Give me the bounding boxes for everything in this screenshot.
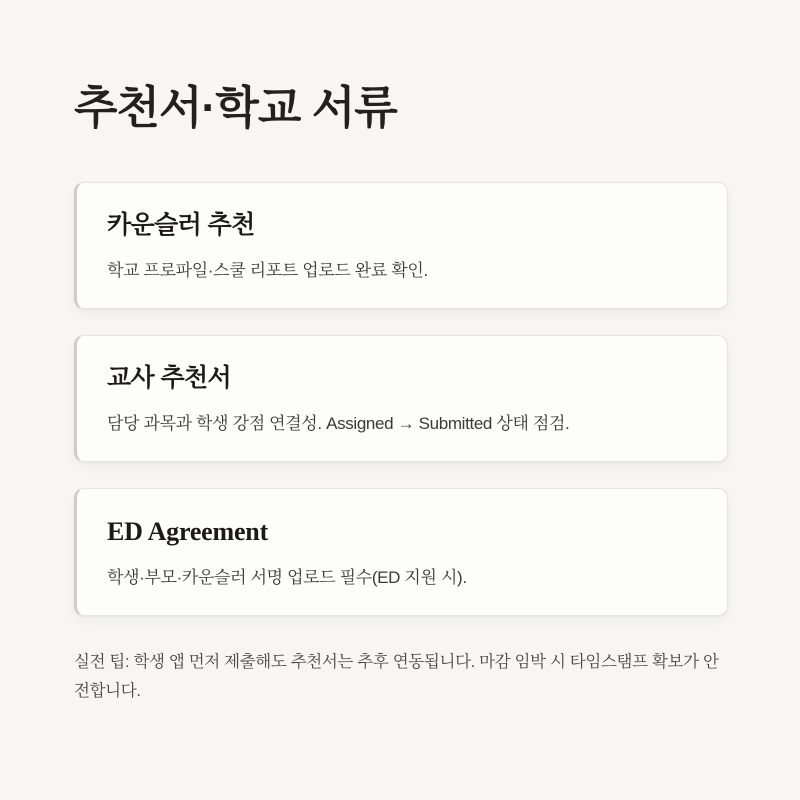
card-title: 교사 추천서	[107, 364, 232, 393]
card-list	[74, 182, 728, 616]
page-title: 추천서·학교 서류	[74, 82, 397, 133]
card-title: ED Agreement	[107, 516, 269, 546]
card-description: 학생·부모·카운슬러 서명 업로드 필수(ED 지원 시).	[107, 567, 467, 587]
card-description: 학교 프로파일·스쿨 리포트 업로드 완료 확인.	[107, 260, 428, 280]
card-teacher-recommendation	[74, 335, 728, 462]
footnote-tip: 실전 팁: 학생 앱 먼저 제출해도 추천서는 추후 연동됩니다. 마감 임박 시 타임스탬프 확보가 안전합니다.	[74, 653, 719, 700]
card-description: 담당 과목과 학생 강점 연결성. Assigned → Submitted 상태 점검.	[107, 413, 570, 433]
card-title: 카운슬러 추천	[107, 211, 255, 240]
card-counselor-recommendation	[74, 182, 728, 309]
card-ed-agreement	[74, 488, 728, 616]
